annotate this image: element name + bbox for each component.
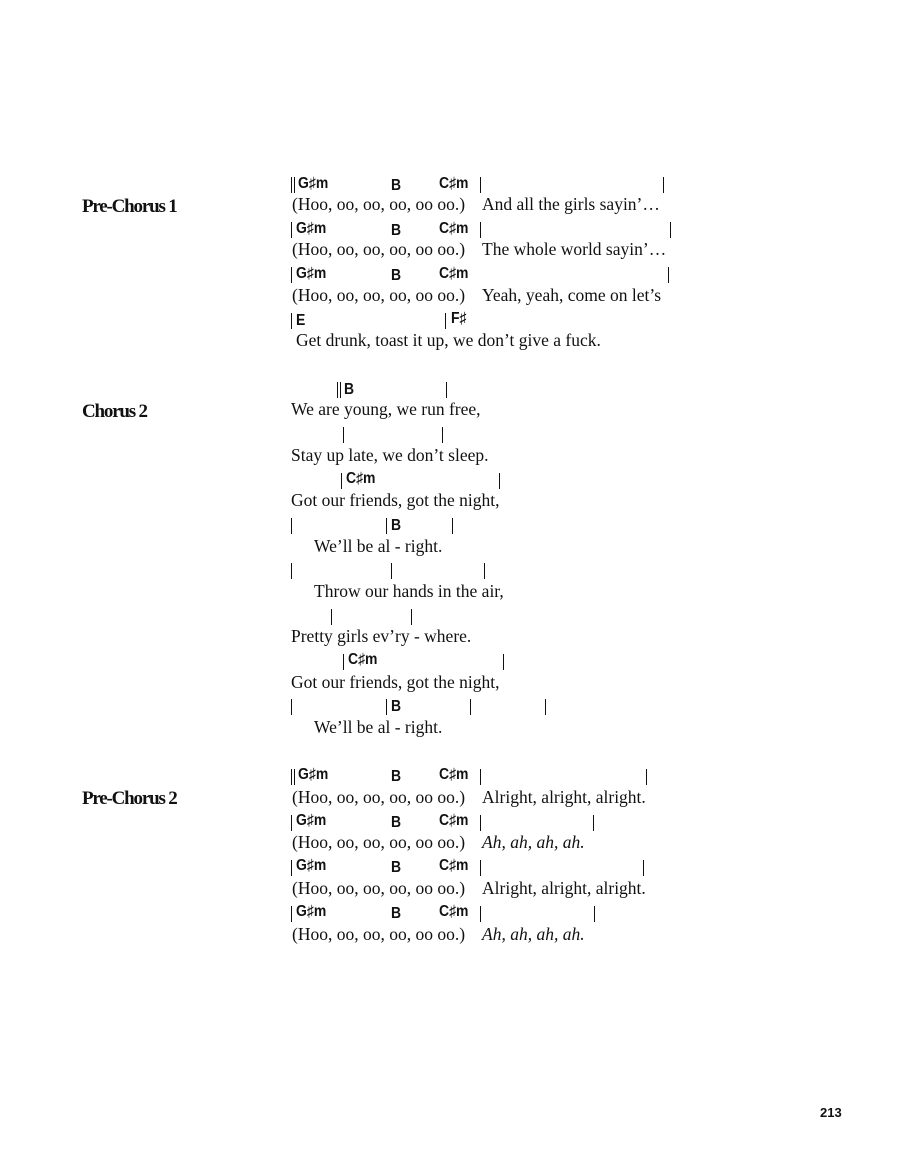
chord-csharp-m: C♯m bbox=[439, 220, 469, 237]
lyric-line: (Hoo, oo, oo, oo, oo oo.) bbox=[292, 787, 466, 807]
chord-b: B bbox=[391, 768, 402, 785]
chord-csharp-m: C♯m bbox=[439, 265, 469, 282]
chord-e: E bbox=[296, 312, 306, 329]
double-barline bbox=[291, 177, 295, 193]
barline bbox=[480, 860, 481, 876]
lyric-line bbox=[482, 926, 585, 944]
chord-csharp-m: C♯m bbox=[439, 766, 469, 783]
barline bbox=[663, 177, 664, 193]
lyric-line: (Hoo, oo, oo, oo, oo oo.) bbox=[292, 239, 466, 259]
lyric-line: (Hoo, oo, oo, oo, oo oo.) bbox=[292, 924, 466, 944]
lyric-line: Get drunk, toast it up, we don’t give a fuck. bbox=[296, 330, 601, 350]
barline bbox=[442, 427, 443, 443]
lyric-line: We’ll be al - right. bbox=[314, 717, 443, 737]
barline bbox=[291, 222, 292, 238]
lyric-line: (Hoo, oo, oo, oo, oo oo.) bbox=[292, 194, 466, 214]
lyric-line: Throw our hands in the air, bbox=[314, 581, 504, 601]
chord-b: B bbox=[391, 177, 402, 194]
chord-csharp-m: C♯m bbox=[439, 175, 469, 192]
barline bbox=[291, 699, 292, 715]
barline bbox=[291, 313, 292, 329]
lyric-line: (Hoo, oo, oo, oo, oo oo.) bbox=[292, 832, 466, 852]
lyric-line: Yeah, yeah, come on let’s bbox=[482, 285, 662, 305]
lyric-line: The whole world sayin’… bbox=[482, 239, 667, 259]
chord-csharp-m: C♯m bbox=[439, 903, 469, 920]
lyric-line: (Hoo, oo, oo, oo, oo oo.) bbox=[292, 878, 466, 898]
barline bbox=[643, 860, 644, 876]
chord-b: B bbox=[391, 267, 402, 284]
chord-b: B bbox=[344, 381, 355, 398]
barline bbox=[452, 518, 453, 534]
chord-gsharp-m: G♯m bbox=[296, 220, 327, 237]
barline bbox=[480, 815, 481, 831]
barline bbox=[291, 563, 292, 579]
barline bbox=[331, 609, 332, 625]
section-label-pre-chorus-2: Pre-Chorus 2 bbox=[82, 788, 177, 809]
section-label-chorus-2: Chorus 2 bbox=[82, 401, 147, 422]
barline bbox=[670, 222, 671, 238]
barline bbox=[668, 267, 669, 283]
lyric-line: And all the girls sayin’… bbox=[482, 194, 660, 214]
chord-b: B bbox=[391, 698, 402, 715]
double-barline bbox=[337, 382, 341, 398]
chord-csharp-m: C♯m bbox=[439, 857, 469, 874]
chord-b: B bbox=[391, 859, 402, 876]
chord-gsharp-m: G♯m bbox=[296, 265, 327, 282]
barline bbox=[480, 222, 481, 238]
lyric-line: Alright, alright, alright. bbox=[482, 878, 646, 898]
barline bbox=[291, 860, 292, 876]
lyric-italic: Ah, ah, ah, ah. bbox=[482, 832, 585, 852]
barline bbox=[386, 518, 387, 534]
barline bbox=[391, 563, 392, 579]
barline bbox=[411, 609, 412, 625]
chord-csharp-m: C♯m bbox=[348, 651, 378, 668]
lyric-line: We’ll be al - right. bbox=[314, 536, 443, 556]
chord-gsharp-m: G♯m bbox=[296, 812, 327, 829]
barline bbox=[445, 313, 446, 329]
barline bbox=[646, 769, 647, 785]
barline bbox=[291, 906, 292, 922]
lyric-line: (Hoo, oo, oo, oo, oo oo.) bbox=[292, 285, 466, 305]
barline bbox=[341, 473, 342, 489]
lyric-line bbox=[482, 834, 585, 852]
barline bbox=[291, 518, 292, 534]
barline bbox=[470, 699, 471, 715]
lyric-line: Pretty girls ev’ry - where. bbox=[291, 626, 472, 646]
lyric-line: Got our friends, got the night, bbox=[291, 672, 500, 692]
lyric-line: We are young, we run free, bbox=[291, 399, 481, 419]
chord-gsharp-m: G♯m bbox=[296, 903, 327, 920]
chord-csharp-m: C♯m bbox=[439, 812, 469, 829]
barline bbox=[594, 906, 595, 922]
double-barline bbox=[291, 769, 295, 785]
barline bbox=[499, 473, 500, 489]
barline bbox=[480, 177, 481, 193]
barline bbox=[343, 427, 344, 443]
chord-gsharp-m: G♯m bbox=[298, 175, 329, 192]
barline bbox=[291, 267, 292, 283]
lyric-line: Alright, alright, alright. bbox=[482, 787, 646, 807]
barline bbox=[291, 815, 292, 831]
barline bbox=[480, 769, 481, 785]
lyric-line: Stay up late, we don’t sleep. bbox=[291, 445, 489, 465]
chord-csharp-m: C♯m bbox=[346, 470, 376, 487]
chord-b: B bbox=[391, 905, 402, 922]
barline bbox=[386, 699, 387, 715]
page-number: 213 bbox=[820, 1105, 842, 1120]
barline bbox=[480, 906, 481, 922]
chord-b: B bbox=[391, 814, 402, 831]
barline bbox=[545, 699, 546, 715]
barline bbox=[343, 654, 344, 670]
chord-gsharp-m: G♯m bbox=[298, 766, 329, 783]
barline bbox=[503, 654, 504, 670]
chord-b: B bbox=[391, 517, 402, 534]
barline bbox=[484, 563, 485, 579]
chord-fsharp: F♯ bbox=[451, 310, 467, 327]
barline bbox=[446, 382, 447, 398]
chord-gsharp-m: G♯m bbox=[296, 857, 327, 874]
chord-b: B bbox=[391, 222, 402, 239]
lyric-line: Got our friends, got the night, bbox=[291, 490, 500, 510]
section-label-pre-chorus-1: Pre-Chorus 1 bbox=[82, 196, 177, 217]
lyric-italic: Ah, ah, ah, ah. bbox=[482, 924, 585, 944]
barline bbox=[593, 815, 594, 831]
